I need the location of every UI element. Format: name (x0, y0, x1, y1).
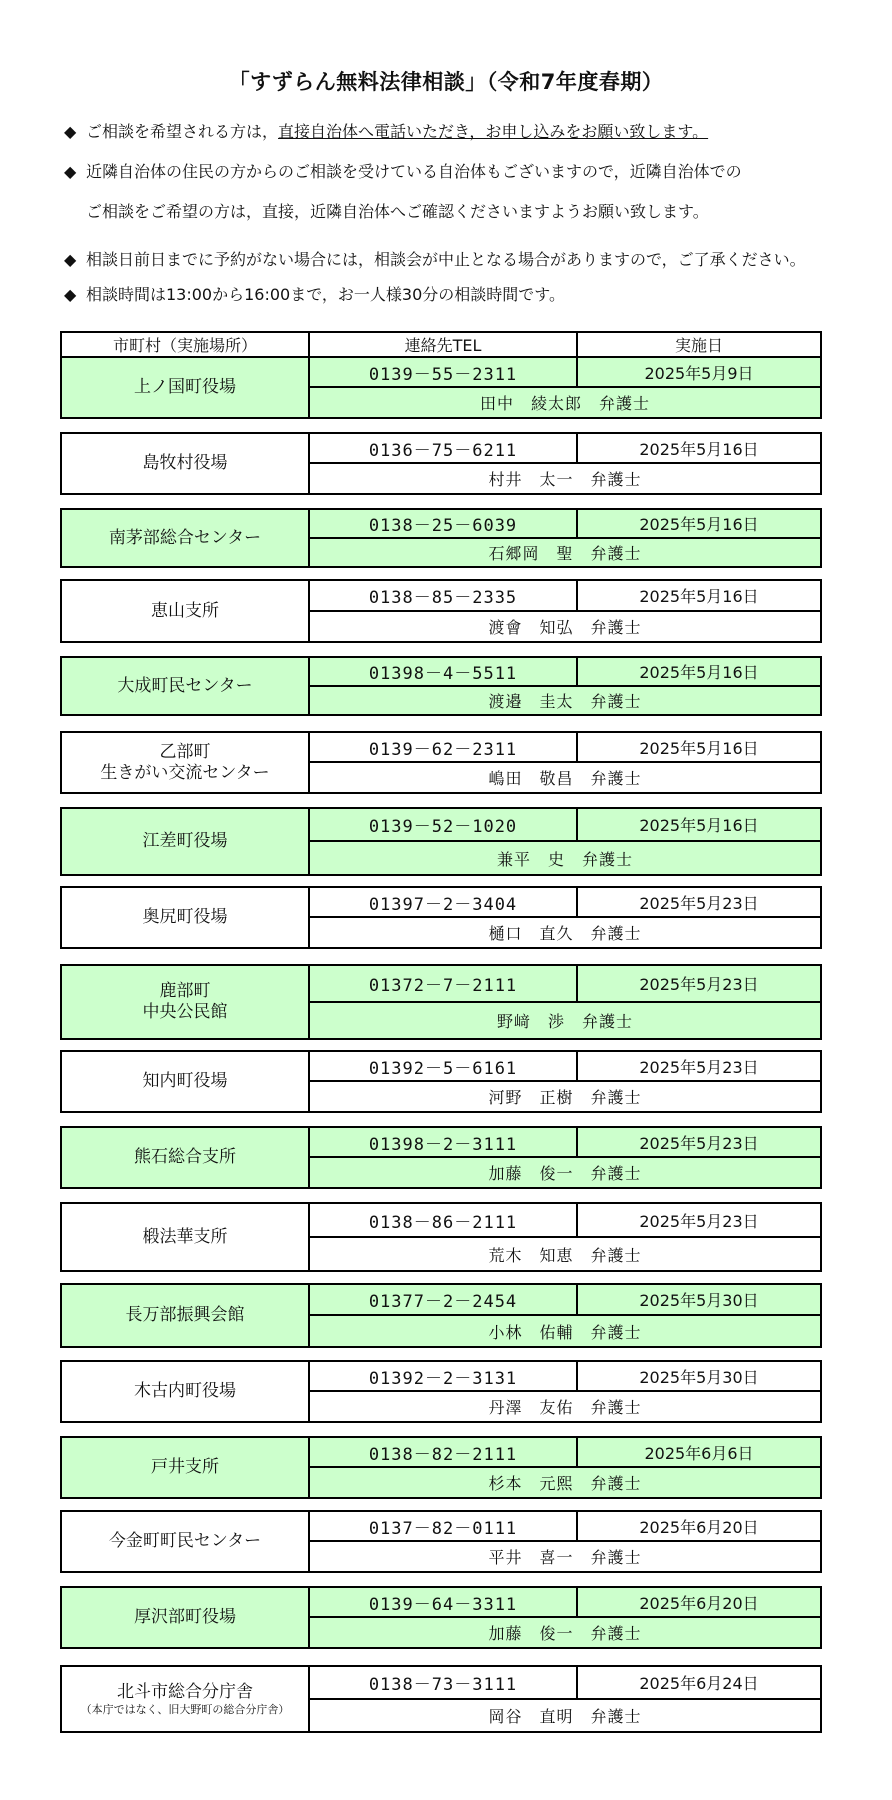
venue-name: 恵山支所 (151, 600, 219, 621)
tel-number: 01398－4－5511 (309, 657, 577, 686)
venue-cell (61, 808, 309, 875)
schedule-entry (60, 656, 822, 716)
diamond-bullet-icon: ◆ (64, 285, 77, 304)
venue-cell (61, 1284, 309, 1347)
header-date: 実施日 (577, 332, 821, 357)
diamond-bullet-icon: ◆ (64, 250, 77, 269)
venue-cell (61, 1051, 309, 1112)
table-header (60, 331, 822, 358)
consultation-date: 2025年5月9日 (577, 357, 821, 387)
lawyer-name: 田中 綾太郎 弁護士 (309, 387, 821, 418)
consultation-date: 2025年6月6日 (577, 1437, 821, 1467)
schedule-entry (60, 807, 822, 876)
venue-name: 江差町役場 (142, 831, 228, 851)
tel-number: 0138－85－2335 (309, 580, 577, 611)
lawyer-name: 河野 正樹 弁護士 (309, 1081, 821, 1112)
lawyer-name: 平井 喜一 弁護士 (309, 1541, 821, 1572)
venue-name-line2: 中央公民館 (142, 1002, 228, 1022)
schedule-entry (60, 964, 822, 1040)
lawyer-name: 野﨑 渉 弁護士 (309, 1002, 821, 1039)
schedule-entry (60, 1510, 822, 1573)
schedule-entry (60, 1665, 822, 1733)
notice-neighbor (64, 162, 742, 182)
venue-cell (61, 1666, 309, 1732)
venue-name: 厚沢部町役場 (134, 1607, 236, 1627)
venue-cell (61, 732, 309, 793)
tel-number: 0138－86－2111 (309, 1203, 577, 1237)
lawyer-name: 樋口 直久 弁護士 (309, 917, 821, 948)
notice-cancel (64, 250, 806, 270)
schedule-entry (60, 432, 822, 495)
venue-cell (61, 1511, 309, 1572)
notice-neighbor-line2: ご相談をご希望の方は，直接，近隣自治体へご確認くださいますようお願い致します。 (86, 202, 709, 221)
tel-number: 01398－2－3111 (309, 1127, 577, 1157)
schedule-entry (60, 1283, 822, 1348)
consultation-date: 2025年5月16日 (577, 732, 821, 762)
tel-number: 0138－25－6039 (309, 509, 577, 538)
venue-name: 奥尻町役場 (142, 907, 228, 927)
venue-name: 熊石総合支所 (134, 1147, 236, 1167)
tel-number: 0138－73－3111 (309, 1666, 577, 1699)
venue-cell (61, 1203, 309, 1271)
venue-name: 乙部町 (159, 741, 211, 762)
tel-number: 0136－75－6211 (309, 433, 577, 463)
venue-cell (61, 657, 309, 715)
venue-name: 知内町役場 (142, 1071, 228, 1091)
lawyer-name: 杉本 元熙 弁護士 (309, 1467, 821, 1498)
venue-name: 鹿部町 (159, 981, 211, 1001)
tel-number: 0139－64－3311 (309, 1587, 577, 1617)
lawyer-name: 岡谷 直明 弁護士 (309, 1699, 821, 1732)
tel-number: 0138－82－2111 (309, 1437, 577, 1467)
schedule-entry (60, 886, 822, 949)
schedule-entry (60, 731, 822, 794)
notice-neighbor-cont (64, 202, 709, 222)
venue-name: 木古内町役場 (134, 1381, 236, 1401)
schedule-entry (60, 1126, 822, 1189)
venue-name: 椴法華支所 (142, 1226, 228, 1247)
schedule-entry (60, 1050, 822, 1113)
venue-name: 南茅部総合センター (108, 527, 262, 548)
venue-cell (61, 887, 309, 948)
venue-name-line2: 生きがい交流センター (100, 762, 270, 783)
lawyer-name: 小林 佑輔 弁護士 (309, 1315, 821, 1347)
tel-number: 0137－82－0111 (309, 1511, 577, 1541)
consultation-date: 2025年6月24日 (577, 1666, 821, 1699)
consultation-date: 2025年5月16日 (577, 509, 821, 538)
header-municipality: 市町村（実施場所） (61, 332, 309, 357)
venue-cell (61, 1587, 309, 1648)
tel-number: 01392－2－3131 (309, 1361, 577, 1391)
consultation-date: 2025年5月30日 (577, 1284, 821, 1315)
notice-hours (64, 285, 565, 305)
notice-hours-text: 相談時間は13:00から16:00まで，お一人様30分の相談時間です。 (86, 285, 565, 304)
lawyer-name: 丹澤 友佑 弁護士 (309, 1391, 821, 1422)
consultation-date: 2025年6月20日 (577, 1511, 821, 1541)
schedule-entry (60, 1360, 822, 1423)
consultation-date: 2025年5月16日 (577, 580, 821, 611)
schedule-entry (60, 1202, 822, 1272)
diamond-bullet-icon: ◆ (64, 122, 77, 141)
venue-cell (61, 433, 309, 494)
venue-cell (61, 1127, 309, 1188)
tel-number: 01397－2－3404 (309, 887, 577, 917)
notice-neighbor-line1: 近隣自治体の住民の方からのご相談を受けている自治体もございますので，近隣自治体での (86, 162, 742, 181)
venue-name: 大成町民センター (117, 675, 253, 696)
lawyer-name: 兼平 史 弁護士 (309, 841, 821, 875)
venue-name: 今金町町民センター (108, 1531, 262, 1551)
consultation-date: 2025年6月20日 (577, 1587, 821, 1617)
notice-apply-underlined: 直接自治体へ電話いただき，お申し込みをお願い致します。 (278, 122, 709, 141)
notice-apply (64, 122, 708, 142)
venue-cell (61, 1361, 309, 1422)
venue-name: 上ノ国町役場 (134, 377, 236, 397)
document-title: 「すずらん無料法律相談」（令和7年度春期） (228, 70, 664, 94)
consultation-date: 2025年5月23日 (577, 1203, 821, 1237)
consultation-date: 2025年5月30日 (577, 1361, 821, 1391)
venue-cell (61, 1437, 309, 1498)
consultation-date: 2025年5月23日 (577, 1051, 821, 1081)
consultation-date: 2025年5月23日 (577, 965, 821, 1002)
tel-number: 01372－7－2111 (309, 965, 577, 1002)
venue-name: 島牧村役場 (142, 453, 228, 473)
lawyer-name: 嶋田 敬昌 弁護士 (309, 762, 821, 793)
venue-cell (61, 580, 309, 642)
venue-name: 戸井支所 (151, 1457, 219, 1477)
consultation-date: 2025年5月16日 (577, 433, 821, 463)
venue-name: 北斗市総合分庁舎 (117, 1681, 253, 1702)
lawyer-name: 加藤 俊一 弁護士 (309, 1157, 821, 1188)
schedule-entry (60, 356, 822, 419)
lawyer-name: 荒木 知恵 弁護士 (309, 1237, 821, 1271)
schedule-entry (60, 1586, 822, 1649)
lawyer-name: 石郷岡 聖 弁護士 (309, 538, 821, 567)
lawyer-name: 渡會 知弘 弁護士 (309, 611, 821, 642)
venue-cell (61, 357, 309, 418)
notice-cancel-text: 相談日前日までに予約がない場合には，相談会が中止となる場合がありますので，ご了承ください。 (86, 250, 806, 269)
schedule-entry (60, 1436, 822, 1499)
tel-number: 0139－62－2311 (309, 732, 577, 762)
lawyer-name: 渡邉 圭太 弁護士 (309, 686, 821, 715)
lawyer-name: 加藤 俊一 弁護士 (309, 1617, 821, 1648)
consultation-date: 2025年5月23日 (577, 887, 821, 917)
consultation-date: 2025年5月16日 (577, 657, 821, 686)
tel-number: 01392－5－6161 (309, 1051, 577, 1081)
tel-number: 0139－55－2311 (309, 357, 577, 387)
header-tel: 連絡先TEL (309, 332, 577, 357)
diamond-bullet-icon: ◆ (64, 162, 77, 181)
lawyer-name: 村井 太一 弁護士 (309, 463, 821, 494)
schedule-entry (60, 579, 822, 643)
schedule-entry (60, 508, 822, 568)
venue-note: （本庁ではなく、旧大野町の総合分庁舎） (80, 1702, 290, 1716)
venue-cell (61, 965, 309, 1039)
venue-cell (61, 509, 309, 567)
notice-apply-text: ご相談を希望される方は， (86, 122, 279, 141)
tel-number: 01377－2－2454 (309, 1284, 577, 1315)
consultation-date: 2025年5月23日 (577, 1127, 821, 1157)
tel-number: 0139－52－1020 (309, 808, 577, 841)
venue-name: 長万部振興会館 (125, 1305, 245, 1325)
consultation-date: 2025年5月16日 (577, 808, 821, 841)
